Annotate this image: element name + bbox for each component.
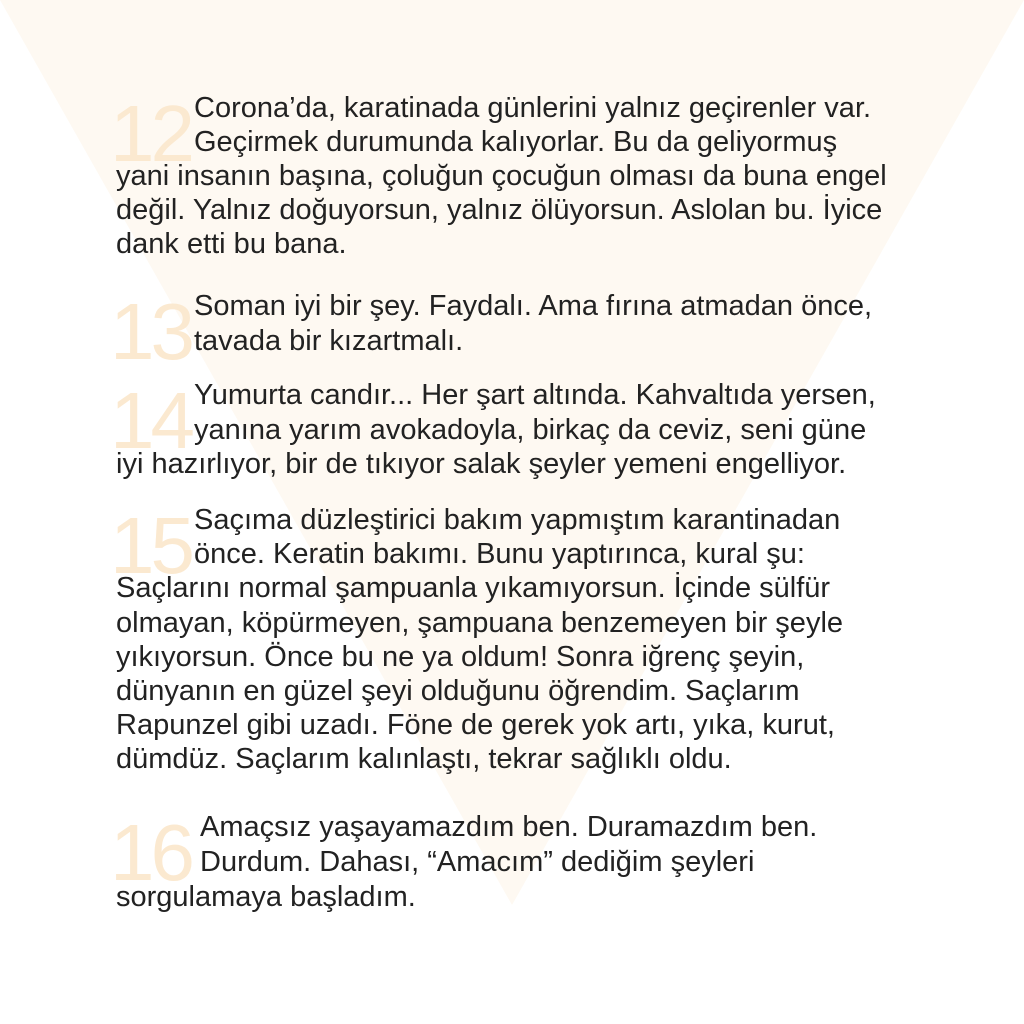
entry-line: yıkıyorsun. Önce bu ne ya oldum! Sonra iğrenç şeyin, — [116, 641, 805, 673]
entry-line: Saçıma düzleştirici bakım yapmıştım karantinadan — [194, 504, 841, 536]
entry-number: 16 — [110, 808, 191, 897]
entry-number: 15 — [110, 501, 191, 590]
entry-line: yani insanın başına, çoluğun çocuğun olması da buna engel — [116, 160, 887, 192]
entry-line: dünyanın en güzel şeyi olduğunu öğrendim. Saçlarım — [116, 675, 800, 707]
entry-line: Saçlarını normal şampuanla yıkamıyorsun. İçinde sülfür — [116, 572, 831, 604]
entry-number: 13 — [110, 287, 191, 376]
entry-line: olmayan, köpürmeyen, şampuana benzemeyen bir şeyle — [116, 607, 844, 639]
entry-line: Amaçsız yaşayamazdım ben. Duramazdım ben. — [200, 811, 818, 843]
entry-line: tavada bir kızartmalı. — [194, 325, 464, 357]
entry-line: Corona’da, karatinada günlerini yalnız geçirenler var. — [194, 92, 872, 124]
entry-line: dank etti bu bana. — [116, 228, 347, 260]
entry-line: Yumurta candır... Her şart altında. Kahvaltıda yersen, — [194, 379, 876, 411]
entry-line: yanına yarım avokadoyla, birkaç da ceviz, seni güne — [194, 414, 867, 446]
entry-line: Geçirmek durumunda kalıyorlar. Bu da geliyormuş — [194, 126, 838, 158]
entry-line: dümdüz. Saçlarım kalınlaştı, tekrar sağlıklı oldu. — [116, 743, 732, 775]
entry-line: iyi hazırlıyor, bir de tıkıyor salak şeyler yemeni engelliyor. — [116, 448, 847, 480]
entry-line: Durdum. Dahası, “Amacım” dediğim şeyleri — [200, 846, 755, 878]
entry-line: Rapunzel gibi uzadı. Föne de gerek yok artı, yıka, kurut, — [116, 709, 835, 741]
entry-number: 14 — [110, 376, 191, 465]
entry-number: 12 — [110, 89, 191, 178]
entry-line: Soman iyi bir şey. Faydalı. Ama fırına atmadan önce, — [194, 290, 873, 322]
entry-line: önce. Keratin bakımı. Bunu yaptırınca, kural şu: — [194, 538, 805, 570]
entry-line: sorgulamaya başladım. — [116, 881, 416, 913]
entry-line: değil. Yalnız doğuyorsun, yalnız ölüyorsun. Aslolan bu. İyice — [116, 194, 883, 226]
